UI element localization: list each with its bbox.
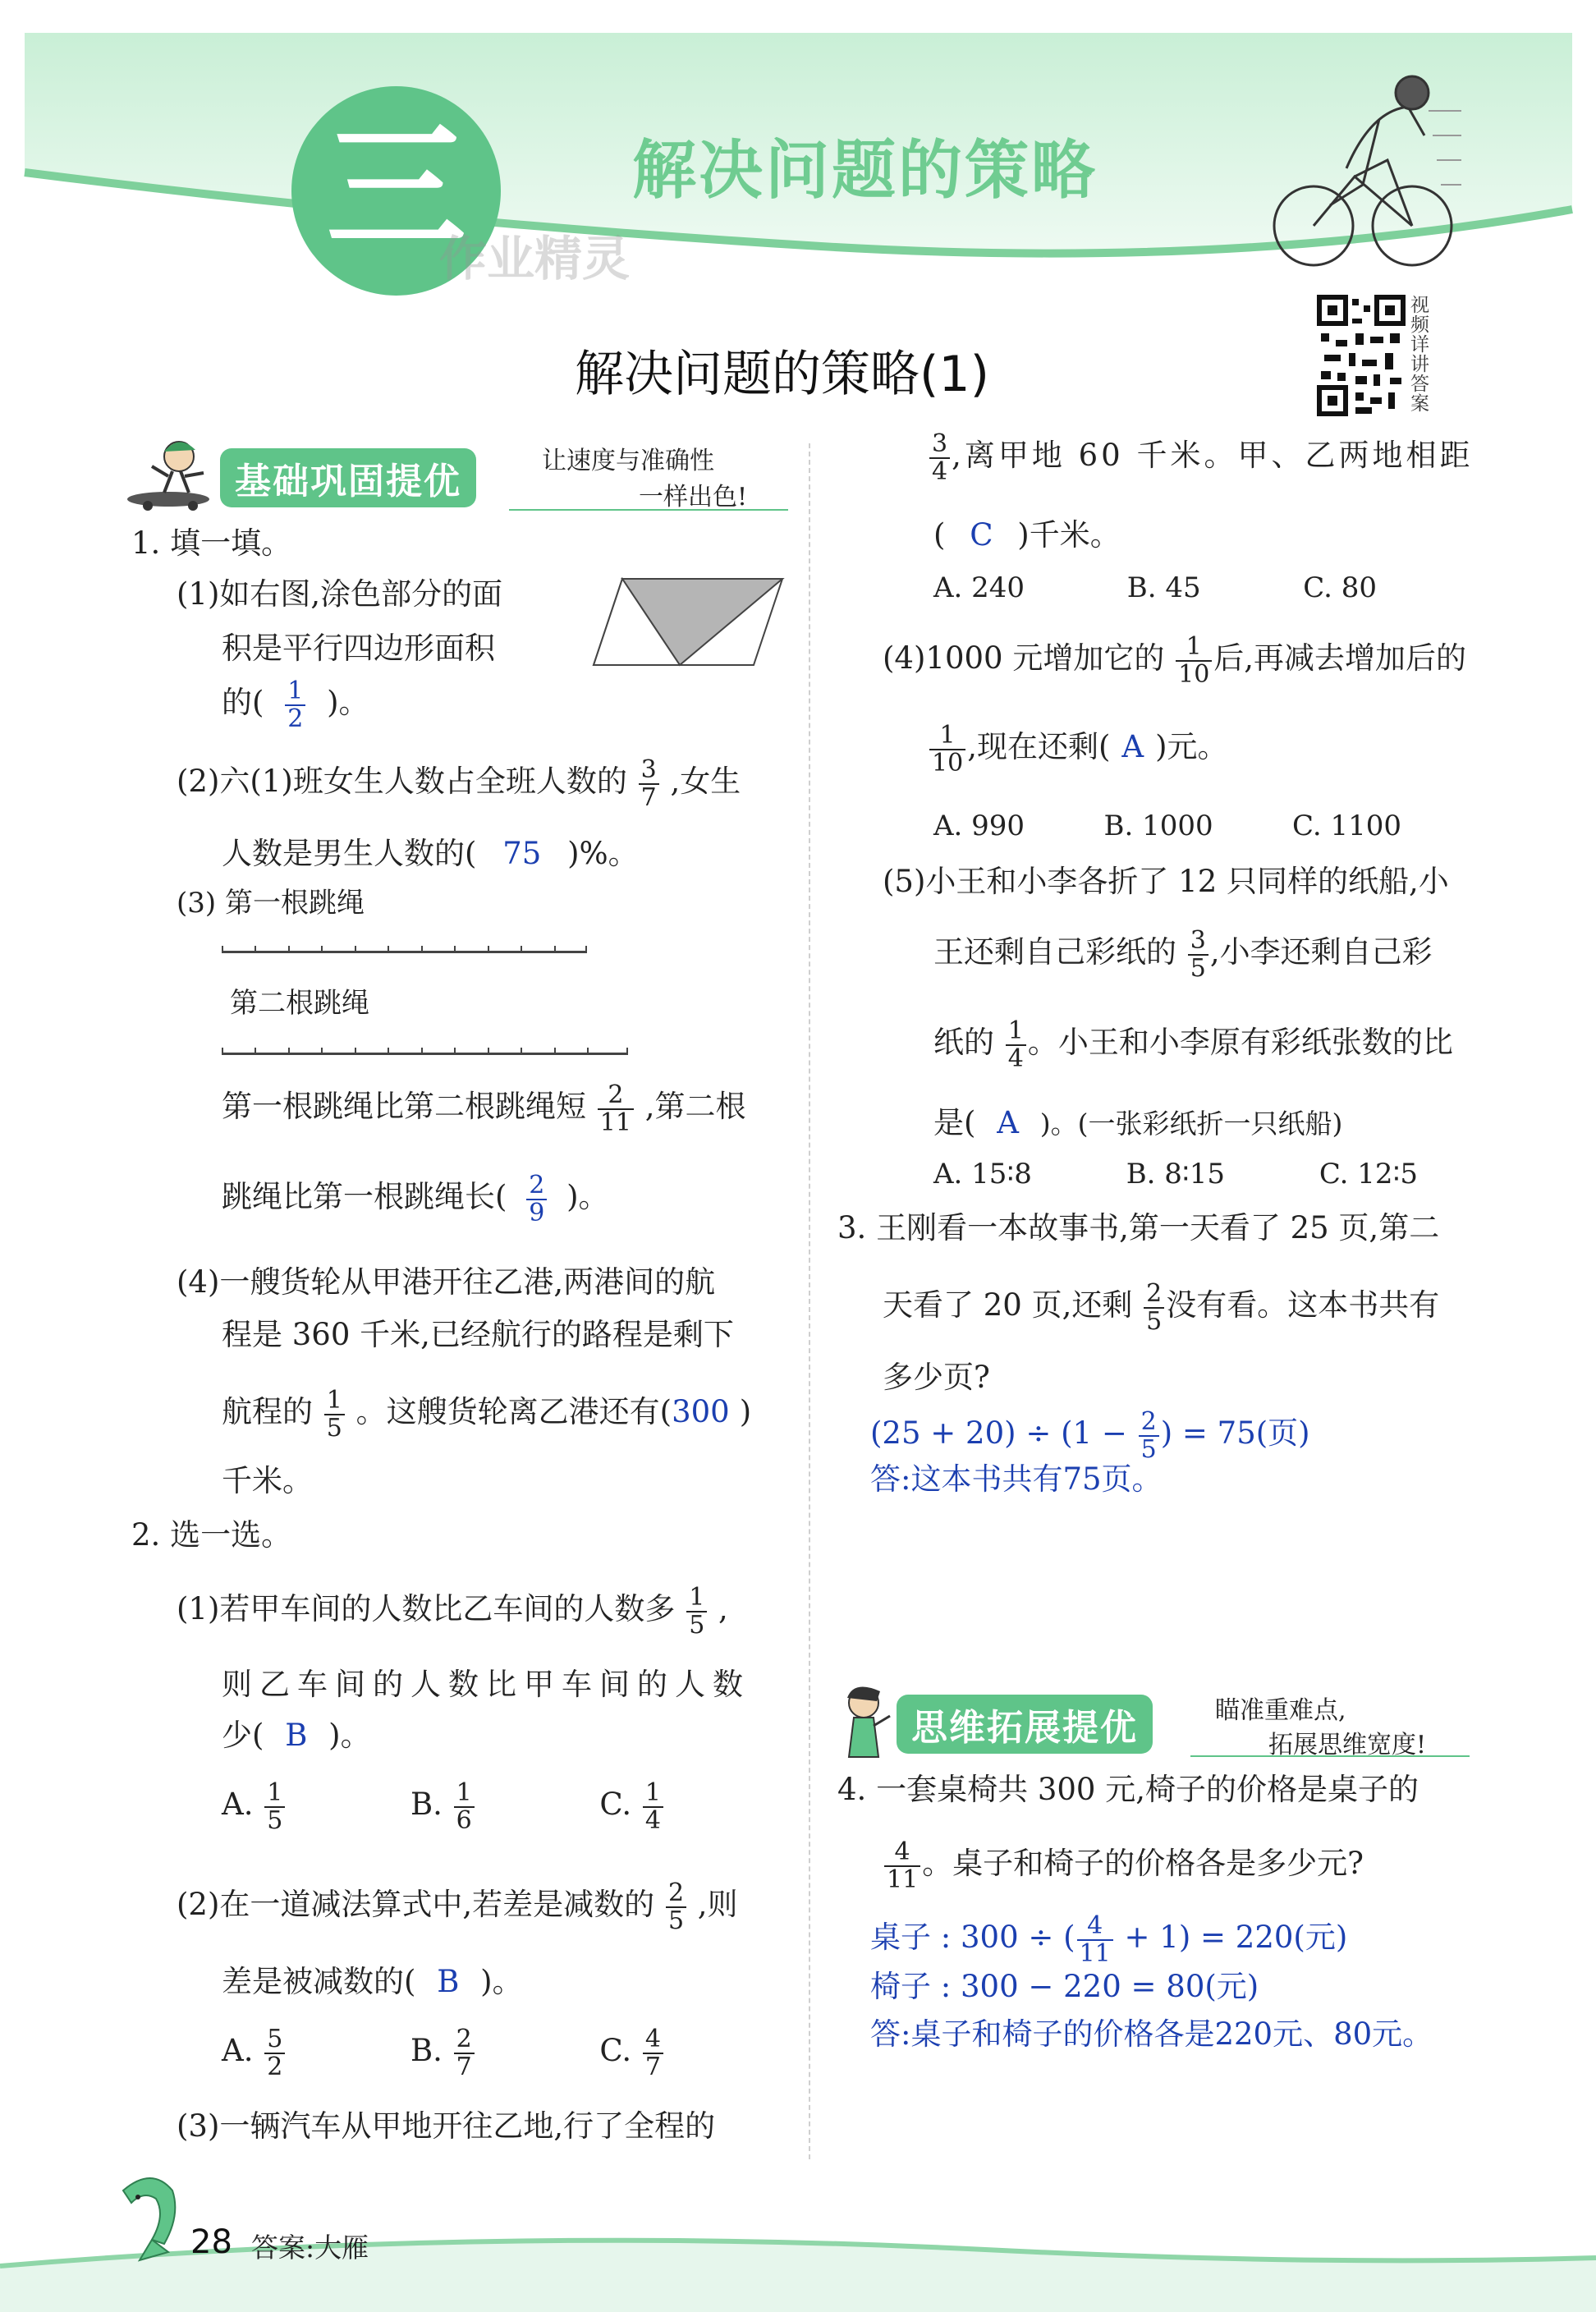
q1-p3-line2-post: )。 <box>566 1179 609 1214</box>
lesson-title: 解决问题的策略(1) <box>575 346 989 403</box>
q2-p3-fraction-num: 3 <box>932 429 948 458</box>
q1-p4-line3-end: ) <box>739 1394 752 1429</box>
q2-p2-fraction-den: 5 <box>666 1906 686 1934</box>
q2-p2-line2-pre: 差是被减数的( <box>222 1964 416 1999</box>
q2-p2-line1-post: ,则 <box>697 1887 738 1922</box>
q1-p3-fraction-den: 11 <box>598 1108 634 1136</box>
q2-p1-line1-post: , <box>718 1591 728 1626</box>
q1-p1-line1: (1)如右图,涂色部分的面 <box>177 576 503 612</box>
q2-p3-fraction <box>929 431 950 484</box>
q2-p1-option-a-frac <box>264 1780 285 1833</box>
header-banner <box>0 0 1596 312</box>
q2-p1-line3-pre: 少( <box>222 1718 264 1753</box>
q2-p2-option-b-num: 2 <box>456 2025 472 2053</box>
q2-p1-option-c <box>599 1780 665 1833</box>
q2-p1-option-b-num: 1 <box>456 1778 472 1807</box>
q4-line2-post: 。桌子和椅子的价格各是多少元? <box>922 1846 1364 1881</box>
q2-title: 2. 选一选。 <box>131 1517 292 1553</box>
q2-p5-fraction1 <box>1188 928 1208 981</box>
q1-p2-line1-post: ,女生 <box>670 764 741 799</box>
q1-p4-answer: 300 <box>672 1394 730 1429</box>
q1-p1-answer-num: 1 <box>287 677 304 705</box>
q3-solution-num: 2 <box>1140 1407 1157 1436</box>
q2-p4-fraction1 <box>1176 634 1212 687</box>
chapter-number: 三 <box>326 108 466 270</box>
q2-p5-line3 <box>933 1018 1453 1071</box>
q2-p1-fraction <box>686 1585 707 1638</box>
qr-code[interactable] <box>1316 294 1435 417</box>
q3-answer: 答:这本书共有75页。 <box>870 1461 1163 1497</box>
q4-solution-1-den: 11 <box>1077 1939 1113 1967</box>
q1-p4-fraction <box>324 1388 345 1441</box>
q2-p2-option-a-frac <box>264 2026 285 2080</box>
q1-p3-answer-den: 9 <box>526 1199 547 1227</box>
q2-p5-line2 <box>933 928 1433 981</box>
q3-line2 <box>883 1281 1439 1334</box>
q2-p1-options <box>222 1780 665 1833</box>
q1-p4-line3 <box>222 1388 751 1441</box>
q3-fraction-den: 5 <box>1144 1307 1164 1335</box>
q1-p3-line1-post: ,第二根 <box>644 1089 746 1124</box>
kid-thinking-icon <box>837 1683 895 1761</box>
q2-p4-fraction2-den: 10 <box>929 749 965 777</box>
q2-p4-line1-post: 后,再减去增加后的 <box>1213 640 1467 676</box>
q2-p2-option-a-label: A. <box>222 2033 254 2068</box>
q2-p2-options <box>222 2026 665 2080</box>
q1-p2-line2-pre: 人数是男生人数的( <box>222 836 477 871</box>
q1-p1-answer <box>285 678 305 732</box>
q1-p3-line1-pre: 第一根跳绳比第二根跳绳短 <box>222 1089 586 1124</box>
q4-line2 <box>883 1839 1364 1892</box>
dolphin-icon <box>107 2166 189 2264</box>
q4-solution-1-post: + 1) = 220(元) <box>1114 1920 1348 1955</box>
q2-p5-option-b: B. 8∶15 <box>1126 1158 1226 1190</box>
q2-p4-fraction1-den: 10 <box>1176 660 1212 688</box>
q2-p4-line1 <box>883 634 1466 687</box>
q2-p4-option-c: C. 1100 <box>1292 810 1401 842</box>
q2-p2-option-a-den: 2 <box>264 2053 285 2080</box>
q3-line3: 多少页? <box>883 1360 990 1395</box>
q2-p5-line3-post: 。小王和小李原有彩纸张数的比 <box>1027 1025 1453 1060</box>
q2-p2-option-b <box>410 2026 476 2080</box>
q2-p3-line3-pre: ( <box>933 517 946 553</box>
q2-p5-line2-post: ,小李还剩自己彩 <box>1209 934 1433 970</box>
q2-p2-option-b-frac <box>454 2026 475 2080</box>
footer-wave <box>0 2217 1596 2312</box>
q1-p4-line4: 千米。 <box>222 1463 313 1498</box>
q3-fraction-num: 2 <box>1146 1279 1163 1308</box>
q2-p2-option-b-label: B. <box>410 2033 443 2068</box>
q2-p1-fraction-den: 5 <box>686 1611 707 1639</box>
q2-p3-line3-post: )千米。 <box>1017 517 1121 553</box>
page-number: 28 <box>190 2223 232 2261</box>
q1-p1-line3 <box>222 678 369 732</box>
q1-p3-fraction <box>598 1082 634 1135</box>
q2-p1-option-b <box>410 1780 476 1833</box>
q4-solution-2: 椅子 : 300 − 220 = 80(元) <box>870 1969 1259 2004</box>
q2-p2-option-a <box>222 2026 287 2080</box>
section-badge-basic: 基础巩固提优 <box>220 448 476 507</box>
slogan-underline <box>509 509 788 511</box>
q2-p4-answer: A <box>1121 729 1144 764</box>
section-badge-extension: 思维拓展提优 <box>897 1695 1153 1754</box>
q2-p1-option-a-den: 5 <box>264 1806 285 1834</box>
q2-p5-line1: (5)小王和小李各折了 12 只同样的纸船,小 <box>883 864 1449 899</box>
q2-p2-option-c-num: 4 <box>644 2025 661 2053</box>
q1-p3-answer-num: 2 <box>529 1171 545 1200</box>
q4-solution-1-fraction <box>1077 1913 1113 1966</box>
q2-p1-option-c-num: 1 <box>644 1778 661 1807</box>
section2-slogan-2: 拓展思维宽度! <box>1268 1731 1427 1759</box>
q2-p4-fraction2 <box>929 722 965 776</box>
q1-title: 1. 填一填。 <box>131 525 292 561</box>
q2-p1-line1 <box>177 1585 728 1638</box>
q2-p5-line4-post: )。(一张彩纸折一只纸船) <box>1039 1108 1343 1140</box>
q2-p5-fraction1-den: 5 <box>1188 954 1208 982</box>
parallelogram-figure <box>589 575 787 669</box>
q2-p3-options <box>933 571 1377 605</box>
q4-line1: 4. 一套桌椅共 300 元,椅子的价格是桌子的 <box>837 1772 1419 1807</box>
q2-p1-line3 <box>222 1718 371 1754</box>
q2-p5-fraction2-den: 4 <box>1006 1044 1026 1072</box>
q2-p3-line3 <box>933 517 1121 553</box>
rope-1 <box>222 951 587 953</box>
q2-p5-options <box>933 1158 1418 1191</box>
q2-p1-option-c-frac <box>643 1780 663 1833</box>
q4-fraction <box>884 1839 920 1892</box>
q4-answer: 答:桌子和椅子的价格各是220元、80元。 <box>870 2016 1433 2052</box>
q1-p1-line3-post: )。 <box>327 685 369 720</box>
q1-p4-line2: 程是 360 千米,已经航行的路程是剩下 <box>222 1317 734 1352</box>
q2-p4-line2-post: )元。 <box>1155 729 1228 764</box>
q1-p3-fraction-num: 2 <box>608 1080 624 1109</box>
q1-p2-line1 <box>177 757 741 810</box>
q2-p5-option-a: A. 15∶8 <box>933 1158 1032 1190</box>
q2-p4-option-a: A. 990 <box>933 810 1025 842</box>
q2-p1-option-c-den: 4 <box>643 1806 663 1834</box>
q2-p5-line4-pre: 是( <box>933 1105 976 1140</box>
q2-p1-line3-post: )。 <box>328 1718 371 1753</box>
q4-solution-1 <box>870 1913 1347 1966</box>
q2-p2-option-c <box>599 2026 665 2080</box>
section-slogan-1: 让速度与准确性 <box>542 447 714 475</box>
q2-p3-line1: (3)一辆汽车从甲地开往乙地,行了全程的 <box>177 2108 716 2144</box>
section-slogan-2: 一样出色! <box>639 483 748 511</box>
q1-p4-fraction-num: 1 <box>326 1386 342 1415</box>
q2-p5-fraction2 <box>1006 1018 1026 1071</box>
q2-p4-fraction2-num: 1 <box>939 721 956 750</box>
q2-p3-line2-post: ,离甲地 60 千米。甲、乙两地相距 <box>952 438 1474 473</box>
q2-p2-line2 <box>222 1964 523 2000</box>
q2-p1-option-a <box>222 1780 287 1833</box>
q2-p1-option-c-label: C. <box>599 1787 632 1822</box>
q2-p1-option-b-den: 6 <box>454 1806 475 1834</box>
q2-p2-fraction <box>666 1880 686 1934</box>
q1-p4-line3-pre: 航程的 <box>222 1394 313 1429</box>
q2-p2-option-c-frac <box>643 2026 663 2080</box>
q2-p2-option-c-label: C. <box>599 2033 632 2068</box>
footer-publisher: 答案:大雁 <box>251 2232 369 2264</box>
q1-p1-answer-den: 2 <box>285 704 305 732</box>
q2-p3-option-a: A. 240 <box>933 571 1025 604</box>
q2-p1-line2: 则乙车间的人数比甲车间的人数 <box>222 1667 750 1702</box>
kid-skateboard-icon <box>123 434 218 511</box>
q2-p1-answer: B <box>285 1718 308 1753</box>
q1-p2-fraction-num: 3 <box>640 755 657 784</box>
cyclist-illustration <box>1264 62 1461 279</box>
q2-p4-fraction1-num: 1 <box>1186 632 1202 661</box>
q2-p5-line3-pre: 纸的 <box>933 1025 994 1060</box>
q2-p2-fraction-num: 2 <box>667 1878 685 1907</box>
q2-p1-option-b-frac <box>454 1780 475 1833</box>
qr-label: 视频详讲答案 <box>1410 295 1429 415</box>
q2-p4-options <box>933 810 1401 843</box>
q2-p3-answer: C <box>970 517 993 553</box>
q2-p5-option-c: C. 12∶5 <box>1319 1158 1418 1190</box>
q3-fraction <box>1144 1281 1164 1334</box>
q4-solution-1-pre: 桌子 : 300 ÷ ( <box>870 1920 1075 1955</box>
q1-p3-label2: 第二根跳绳 <box>230 987 369 1020</box>
rope-2 <box>222 1053 628 1055</box>
q2-p3-fraction-den: 4 <box>929 457 950 485</box>
q2-p4-option-b: B. 1000 <box>1103 810 1213 842</box>
slogan2-underline <box>1190 1755 1470 1757</box>
q4-solution-1-num: 4 <box>1087 1911 1103 1940</box>
q2-p5-fraction2-num: 1 <box>1007 1016 1024 1045</box>
section2-slogan-1: 瞄准重难点, <box>1215 1696 1346 1725</box>
q3-solution-pre: (25 + 20) ÷ (1 − <box>870 1415 1137 1451</box>
q3-line2-post: 没有看。这本书共有 <box>1166 1287 1440 1323</box>
q2-p3-option-c: C. 80 <box>1303 571 1377 604</box>
q2-p1-option-a-num: 1 <box>267 1778 283 1807</box>
q2-p3-line2 <box>928 431 1473 484</box>
q1-p1-line2: 积是平行四边形面积 <box>222 631 495 666</box>
q3-solution-den: 5 <box>1139 1435 1159 1463</box>
q1-p3-label1: (3) 第一根跳绳 <box>177 887 365 920</box>
q1-p3-line2-pre: 跳绳比第一根跳绳长( <box>222 1179 507 1214</box>
q2-p1-option-b-label: B. <box>410 1787 443 1822</box>
q2-p2-option-a-num: 5 <box>267 2025 283 2053</box>
q3-solution <box>870 1409 1310 1462</box>
q2-p2-option-b-den: 7 <box>454 2053 475 2080</box>
q2-p2-option-c-den: 7 <box>643 2053 663 2080</box>
q2-p2-line2-post: )。 <box>480 1964 523 1999</box>
q2-p5-fraction1-num: 3 <box>1190 926 1206 955</box>
q3-solution-fraction <box>1139 1409 1159 1462</box>
q4-fraction-num: 4 <box>894 1837 910 1866</box>
q1-p4-line3-post: 。这艘货轮离乙港还有( <box>355 1394 672 1429</box>
q2-p3-option-b: B. 45 <box>1126 571 1201 604</box>
watermark: 作业精灵 <box>439 231 631 287</box>
q4-fraction-den: 11 <box>884 1865 920 1893</box>
q2-p5-line4 <box>933 1105 1342 1141</box>
q1-p3-answer <box>526 1172 547 1226</box>
q2-p2-answer: B <box>437 1964 460 1999</box>
q1-p3-line1 <box>222 1082 745 1135</box>
q1-p2-answer: 75 <box>502 836 542 871</box>
q2-p1-option-a-label: A. <box>222 1787 254 1822</box>
q1-p1-line3-pre: 的( <box>222 685 264 720</box>
q2-p4-line2-mid: ,现在还剩( <box>967 729 1111 764</box>
q1-p2-line2-post: )%。 <box>567 836 639 871</box>
q2-p5-answer: A <box>997 1105 1019 1140</box>
chapter-title: 解决问题的策略 <box>632 134 1098 208</box>
q1-p4-line1: (4)一艘货轮从甲港开往乙港,两港间的航 <box>177 1264 716 1300</box>
q1-p2-fraction-den: 7 <box>639 783 659 811</box>
q3-line1: 3. 王刚看一本故事书,第一天看了 25 页,第二 <box>837 1210 1440 1245</box>
q3-line2-pre: 天看了 20 页,还剩 <box>883 1287 1133 1323</box>
column-divider <box>809 443 810 2159</box>
q2-p1-line1-pre: (1)若甲车间的人数比乙车间的人数多 <box>177 1591 676 1626</box>
q3-solution-post: ) = 75(页) <box>1160 1415 1310 1451</box>
q1-p2-line1-pre: (2)六(1)班女生人数占全班人数的 <box>177 764 627 799</box>
q1-p3-line2 <box>222 1172 609 1226</box>
q2-p2-line1-pre: (2)在一道减法算式中,若差是减数的 <box>177 1887 655 1922</box>
q2-p4-line2 <box>928 722 1228 776</box>
q2-p5-line2-pre: 王还剩自己彩纸的 <box>933 934 1176 970</box>
q2-p1-fraction-num: 1 <box>689 1583 705 1612</box>
q1-p2-fraction <box>639 757 659 810</box>
q2-p2-line1 <box>177 1880 738 1934</box>
q2-p4-line1-pre: (4)1000 元增加它的 <box>883 640 1165 676</box>
q1-p4-fraction-den: 5 <box>324 1414 345 1442</box>
q1-p2-line2 <box>222 836 639 872</box>
